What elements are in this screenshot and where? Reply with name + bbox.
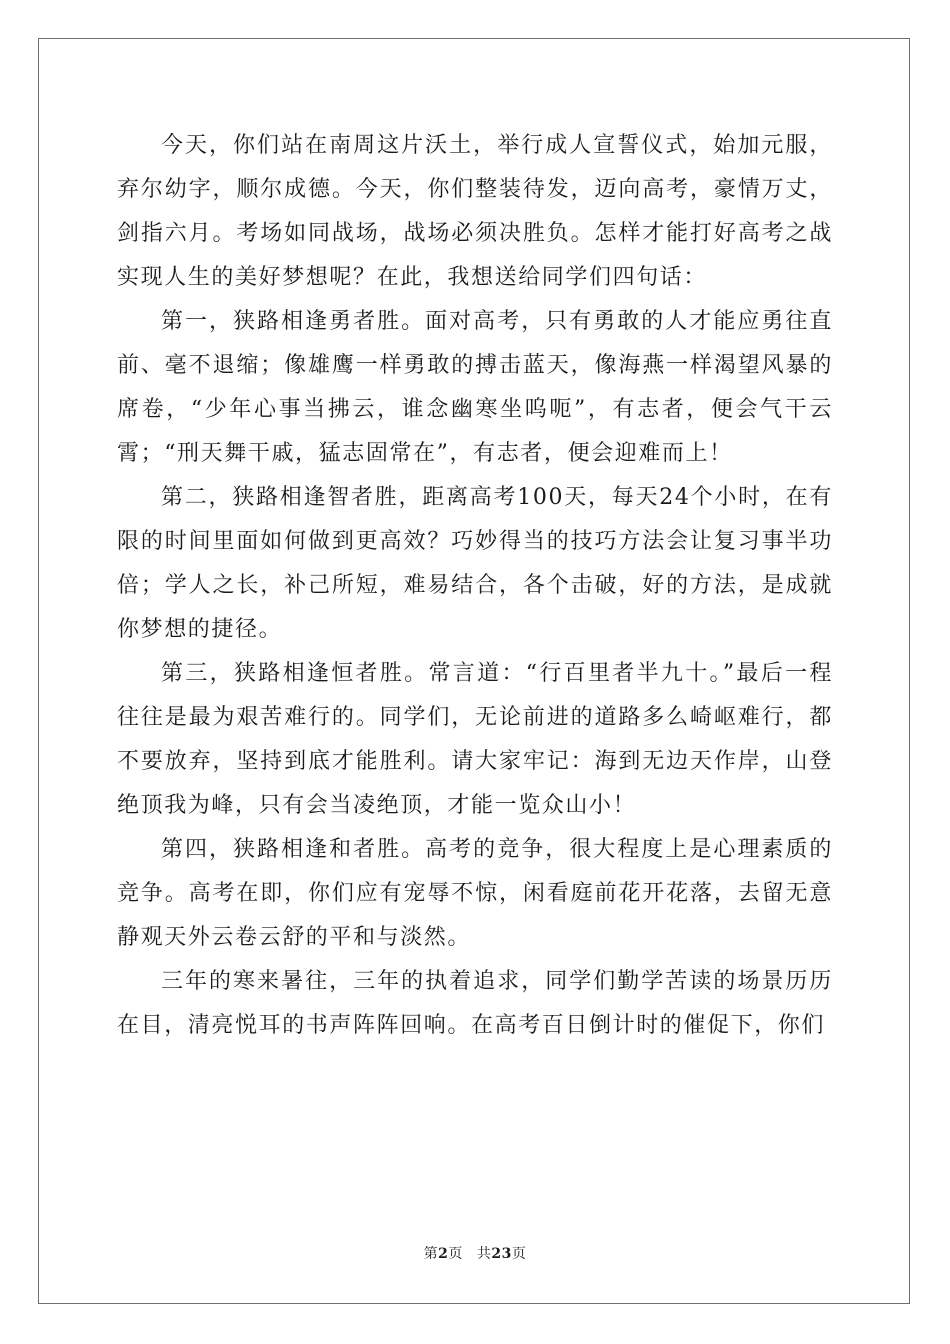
page-suffix: 页 — [448, 1246, 463, 1262]
page-footer — [0, 1243, 950, 1263]
page-prefix: 第 — [423, 1246, 439, 1262]
total-pages: 23 — [491, 1246, 512, 1262]
paragraph-1: 今天，你们站在南周这片沃土，举行成人宣誓仪式，始加元服，弃尔幼字，顺尔成德。今天，你们整装待发，迈向高考，豪情万丈，剑指六月。考场如同战场，战场必须决胜负。怎样才能打好高考之战实现人生的美好梦想呢？在此，我想送给同学们四句话： — [117, 133, 833, 290]
paragraph-6: 三年的寒来暑往，三年的执着追求，同学们勤学苦读的场景历历在目，清亮悦耳的书声阵阵回响。在高考百日倒计时的催促下，你们 — [117, 969, 833, 1038]
total-suffix: 页 — [511, 1246, 527, 1262]
document-body — [117, 124, 833, 1048]
paragraph-3: 第二，狭路相逢智者胜，距离高考100天，每天24个小时，在有限的时间里面如何做到更高效？巧妙得当的技巧方法会让复习事半功倍；学人之长，补己所短，难易结合，各个击破，好的方法，是成就你梦想的捷径。 — [117, 485, 833, 642]
paragraph-2: 第一，狭路相逢勇者胜。面对高考，只有勇敢的人才能应勇往直前、毫不退缩；像雄鹰一样勇敢的搏击蓝天，像海燕一样渴望风暴的席卷，“少年心事当拂云，谁念幽寒坐呜呃”，有志者，便会气干云霄；“刑天舞干戚，猛志固常在”，有志者，便会迎难而上！ — [117, 309, 833, 466]
total-prefix: 共 — [476, 1246, 492, 1262]
paragraph-4: 第三，狭路相逢恒者胜。常言道：“行百里者半九十。”最后一程往往是最为艰苦难行的。同学们，无论前进的道路多么崎岖难行，都不要放弃，坚持到底才能胜利。请大家牢记：海到无边天作岸，山登绝顶我为峰，只有会当凌绝顶，才能一览众山小！ — [117, 661, 833, 818]
page-number: 2 — [438, 1246, 449, 1262]
paragraph-5: 第四，狭路相逢和者胜。高考的竞争，很大程度上是心理素质的竞争。高考在即，你们应有宠辱不惊，闲看庭前花开花落，去留无意静观天外云卷云舒的平和与淡然。 — [117, 837, 833, 950]
